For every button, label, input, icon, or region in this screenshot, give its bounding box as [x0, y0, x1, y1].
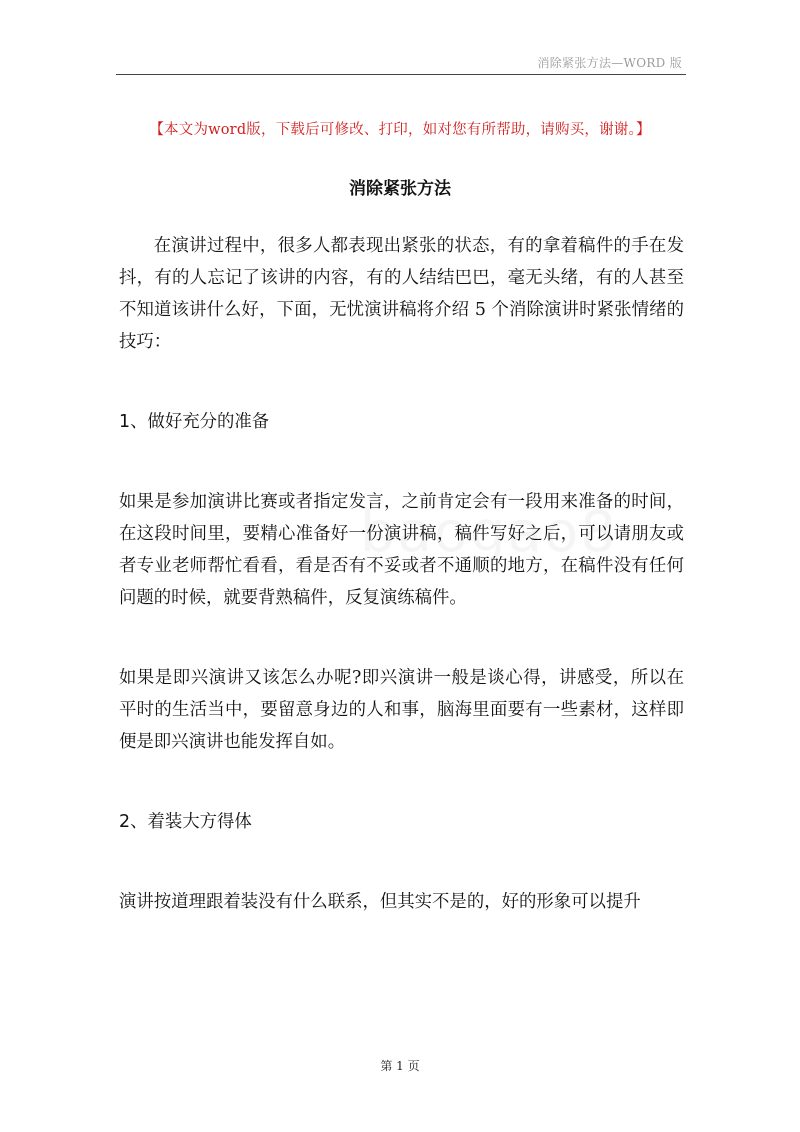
document-title: 消除紧张方法 — [349, 179, 451, 199]
running-header: 消除紧张方法—WORD 版 — [537, 56, 682, 70]
page-number: 第 1 页 — [380, 1059, 420, 1073]
section-heading-2: 2、着装大方得体 — [119, 812, 252, 832]
paragraph-2: 如果是即兴演讲又该怎么办呢?即兴演讲一般是谈心得，讲感受，所以在平时的生活当中，要留意身边的人和事，脑海里面要有一些素材，这样即便是即兴演讲也能发挥自如。 — [119, 668, 684, 752]
header-divider — [116, 74, 686, 75]
document-body — [119, 230, 684, 918]
paragraph-1: 如果是参加演讲比赛或者指定发言，之前肯定会有一段用来准备的时间，在这段时间里，要精心准备好一份演讲稿，稿件写好之后，可以请朋友或者专业老师帮忙看看，看是否有不妥或者不通顺的地方，在稿件没有任何问题的时候，就要背熟稿件，反复演练稿件。 — [119, 492, 684, 608]
section-heading-1: 1、做好充分的准备 — [119, 412, 270, 432]
paragraph-3: 演讲按道理跟着装没有什么联系，但其实不是的，好的形象可以提升 — [119, 892, 641, 912]
download-notice: 【本文为word版，下载后可修改、打印，如对您有所帮助，请购买，谢谢。】 — [149, 122, 651, 138]
intro-paragraph: 在演讲过程中，很多人都表现出紧张的状态，有的拿着稿件的手在发抖，有的人忘记了该讲的内容，有的人结结巴巴，毫无头绪，有的人甚至不知道该讲什么好，下面，无忧演讲稿将介绍 5 个消除演讲时紧张情绪的技巧： — [119, 236, 684, 352]
